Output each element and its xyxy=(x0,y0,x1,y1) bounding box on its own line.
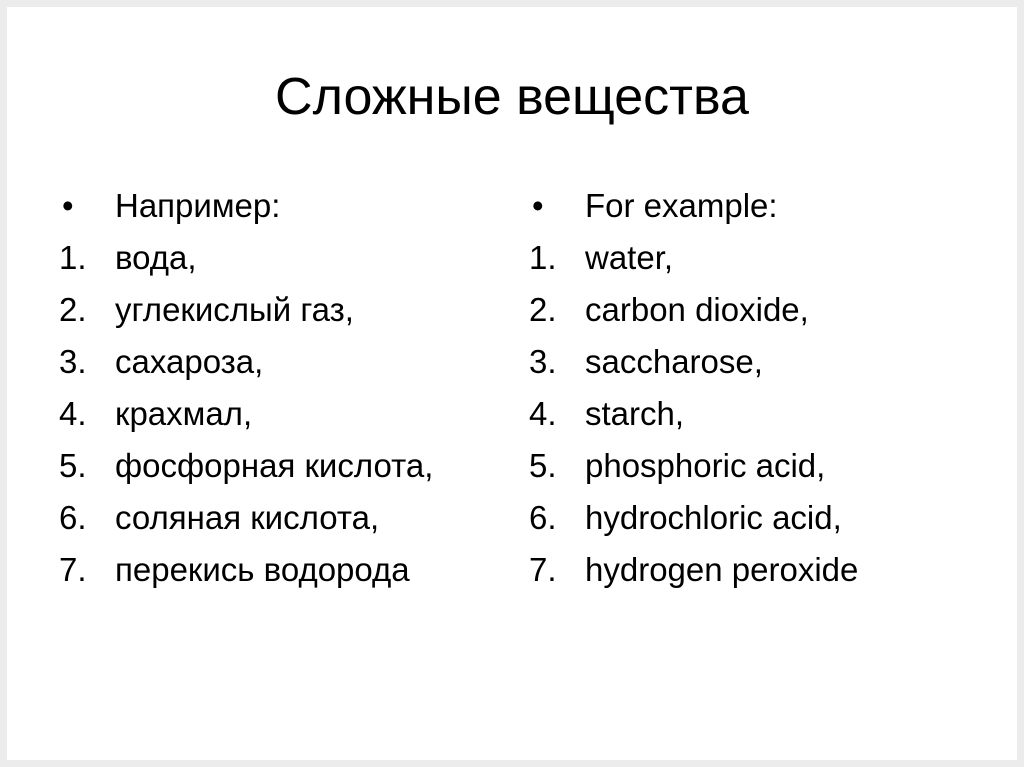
list-item xyxy=(529,499,969,537)
slide-title: Сложные вещества xyxy=(275,68,749,126)
intro-row xyxy=(59,187,479,225)
russian-list xyxy=(59,187,479,603)
item-text: hydrochloric acid, xyxy=(585,499,842,536)
item-number: 2. xyxy=(529,291,557,328)
list-item xyxy=(59,499,479,537)
item-number: 7. xyxy=(59,551,87,588)
list-item xyxy=(529,291,969,329)
item-text: starch, xyxy=(585,395,685,432)
item-number: 4. xyxy=(59,395,87,432)
list-item xyxy=(59,291,479,329)
list-item xyxy=(59,447,479,485)
list-item xyxy=(59,551,479,589)
intro-text: For example: xyxy=(585,187,778,224)
bullet-marker: • xyxy=(532,187,544,224)
list-item xyxy=(529,447,969,485)
item-number: 2. xyxy=(59,291,87,328)
slide xyxy=(7,7,1017,760)
list-item xyxy=(529,239,969,277)
item-text: water, xyxy=(585,239,674,276)
item-text: фосфорная кислота, xyxy=(115,447,434,484)
item-text: крахмал, xyxy=(115,395,253,432)
item-number: 4. xyxy=(529,395,557,432)
intro-row xyxy=(529,187,969,225)
item-text: phosphoric acid, xyxy=(585,447,826,484)
english-list xyxy=(529,187,969,603)
item-number: 3. xyxy=(59,343,87,380)
list-item xyxy=(59,395,479,433)
item-text: углекислый газ, xyxy=(115,291,354,328)
bullet-marker: • xyxy=(62,187,74,224)
item-text: сахароза, xyxy=(115,343,264,380)
item-number: 6. xyxy=(529,499,557,536)
intro-text: Например: xyxy=(115,187,281,224)
item-number: 5. xyxy=(529,447,557,484)
item-number: 1. xyxy=(529,239,557,276)
list-item xyxy=(529,395,969,433)
item-text: saccharose, xyxy=(585,343,763,380)
item-number: 3. xyxy=(529,343,557,380)
item-number: 6. xyxy=(59,499,87,536)
list-item xyxy=(529,343,969,381)
item-text: carbon dioxide, xyxy=(585,291,809,328)
item-text: соляная кислота, xyxy=(115,499,380,536)
list-item xyxy=(59,343,479,381)
item-text: вода, xyxy=(115,239,197,276)
item-number: 1. xyxy=(59,239,87,276)
list-item xyxy=(529,551,969,589)
item-number: 7. xyxy=(529,551,557,588)
list-item xyxy=(59,239,479,277)
item-number: 5. xyxy=(59,447,87,484)
item-text: hydrogen peroxide xyxy=(585,551,859,588)
item-text: перекись водорода xyxy=(115,551,410,588)
